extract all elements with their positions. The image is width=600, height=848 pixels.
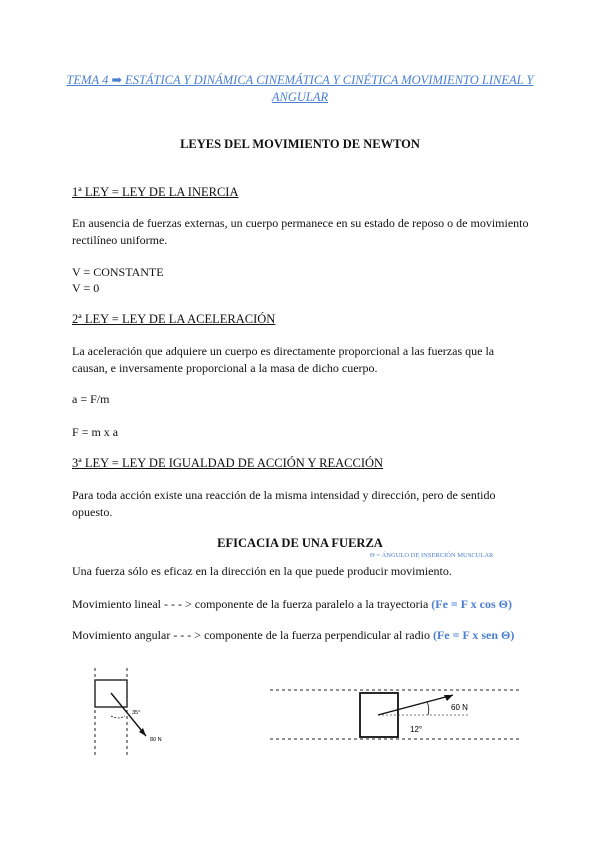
law2-equation-force: F = m x a [72, 425, 119, 439]
insertion-angle-diagram [80, 668, 190, 758]
law2-text: La aceleración que adquiere un cuerpo es directamente proporcional a las fuerzas que la causan, e inversamente proporcional a la masa de dicho cuerpo. [72, 344, 495, 375]
law1-equation-constant: V = CONSTANTE [72, 265, 164, 279]
block-force-diagram [270, 685, 520, 745]
left-angle-label: 35° [132, 710, 141, 716]
law1-equation-zero: V = 0 [72, 281, 100, 295]
angle-arc [111, 716, 125, 718]
angular-motion-line [72, 627, 514, 643]
linear-motion-text: Movimiento lineal - - - > componente de la fuerza paralelo a la trayectoria [72, 597, 429, 611]
linear-formula: (Fe = F x cos Θ) [431, 597, 512, 611]
law1-text: En ausencia de fuerzas externas, un cuerpo permanece en su estado de reposo o de movimiento rectilíneo uniforme. [72, 216, 529, 247]
right-force-label: 60 N [451, 703, 468, 712]
force-arrowhead [444, 695, 453, 701]
law2-equation-acceleration: a = F/m [72, 392, 110, 406]
right-angle-label: 12° [410, 725, 423, 734]
angle-note: Θ = ÁNGULO DE INSERCIÓN MUSCULAR [370, 552, 494, 559]
law2-heading: 2ª LEY = LEY DE LA ACELERACIÓN [72, 312, 276, 326]
law3-heading: 3ª LEY = LEY DE IGUALDAD DE ACCIÓN Y REACCIÓN [72, 456, 384, 470]
angular-motion-text: Movimiento angular - - - > componente de la fuerza perpendicular al radio [72, 628, 430, 642]
force-vector-line [111, 693, 146, 736]
left-force-label: 80 N [150, 737, 162, 743]
law1-heading: 1ª LEY = LEY DE LA INERCIA [72, 185, 239, 199]
angular-formula: (Fe = F x sen Θ) [432, 628, 515, 642]
topic-title: TEMA 4 ➡ ESTÁTICA Y DINÁMICA CINEMÁTICA Y CINÉTICA MOVIMIENTO LINEAL Y ANGULAR [66, 73, 534, 104]
linear-motion-line [72, 596, 512, 612]
law3-text: Para toda acción existe una reacción de la misma intensidad y dirección, pero de sentido opuesto. [72, 488, 496, 519]
newton-laws-heading: LEYES DEL MOVIMIENTO DE NEWTON [180, 137, 420, 151]
force-efficacy-heading: EFICACIA DE UNA FUERZA [217, 536, 383, 550]
efficacy-text: Una fuerza sólo es eficaz en la dirección en la que puede producir movimiento. [72, 564, 452, 578]
angle-arc [427, 702, 429, 715]
